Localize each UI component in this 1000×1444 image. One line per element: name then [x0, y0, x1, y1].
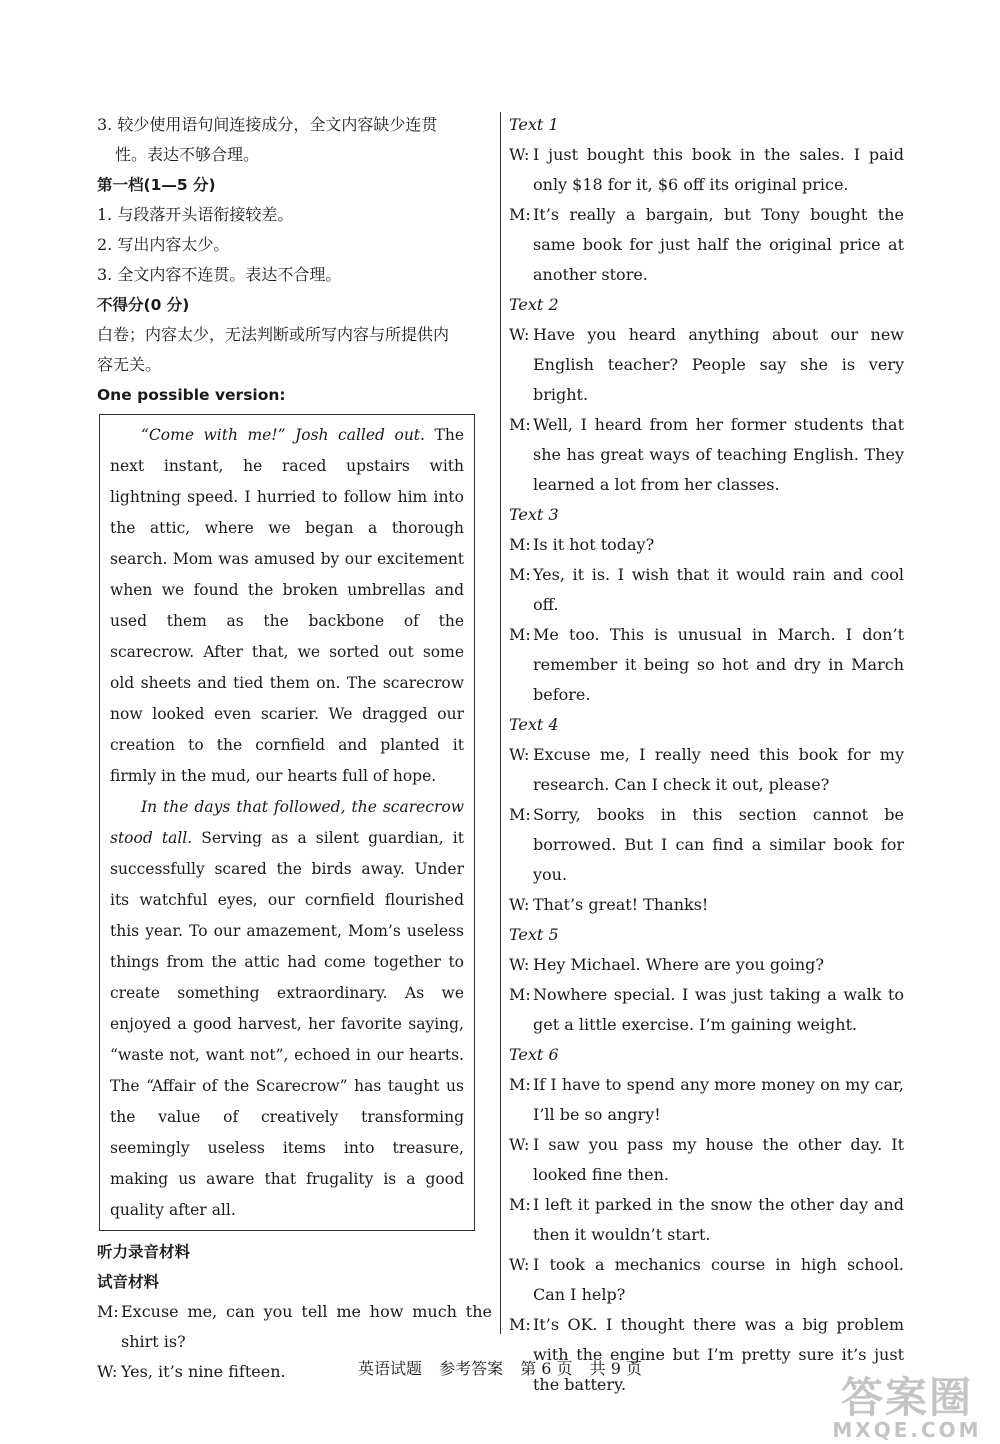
speaker-label: W:	[509, 1135, 530, 1154]
utterance: That’s great! Thanks!	[533, 895, 709, 914]
criteria-line: 3. 较少使用语句间连接成分，全文内容缺少连贯	[97, 115, 438, 134]
utterance: If I have to spend any more money on my car, I’ll be so angry!	[533, 1075, 904, 1124]
speaker-label: M:	[509, 535, 531, 554]
watermark-bottom: MXQE.COM	[832, 1418, 982, 1442]
dialogue-line	[509, 950, 904, 980]
speaker-label: M:	[509, 985, 531, 1004]
dialogue-line	[509, 410, 904, 500]
speaker-label: W:	[509, 1255, 530, 1274]
essay-body: Serving as a silent guardian, it successfully scared the birds away. Under its watchful eyes, our cornfield flourished this year. To our amazement, Mom’s useless things from the attic had come together to create something extraordinary. As we enjoyed a good harvest, her favorite saying, “waste not, want not”, echoed in our hearts. The “Affair of the Scarecrow” has taught us the value of creatively transforming seemingly useless items into treasure, making us aware that frugality is a good quality after all.	[110, 829, 464, 1219]
dialogue-line	[97, 1297, 492, 1357]
dialogue-line	[509, 1250, 904, 1310]
footer-page: 第 6 页	[520, 1359, 573, 1378]
utterance: I took a mechanics course in high school. Can I help?	[533, 1255, 904, 1304]
utterance: Hey Michael. Where are you going?	[533, 955, 824, 974]
dialogue-line	[509, 980, 904, 1040]
utterance: It’s really a bargain, but Tony bought the same book for just half the original price at another store.	[533, 205, 904, 284]
watermark-logo	[828, 1373, 986, 1442]
speaker-label: M:	[509, 625, 531, 644]
tier1-item: 1. 与段落开头语衔接较差。	[97, 205, 294, 224]
essay-paragraph	[110, 420, 464, 792]
speaker-label: W:	[509, 955, 530, 974]
zero-line: 容无关。	[97, 355, 162, 374]
dialogue-line	[509, 800, 904, 890]
speaker-label: M:	[97, 1302, 119, 1321]
utterance: Yes, it’s nine fifteen.	[121, 1362, 286, 1381]
speaker-label: W:	[509, 895, 530, 914]
essay-opening: In the days that followed, the scarecrow stood tall.	[110, 798, 464, 847]
dialogue-line	[509, 530, 904, 560]
utterance: Sorry, books in this section cannot be borrowed. But I can find a similar book for you.	[533, 805, 904, 884]
dialogue-line	[509, 620, 904, 710]
column-divider	[500, 112, 501, 1334]
footer-section: 参考答案	[439, 1359, 504, 1378]
tier1-heading: 第一档(1—5 分)	[97, 176, 216, 194]
right-column	[509, 110, 904, 1400]
text-title: Text 5	[509, 925, 559, 944]
utterance: Is it hot today?	[533, 535, 655, 554]
essay-opening: “Come with me!” Josh called out.	[141, 426, 425, 444]
speaker-label: W:	[509, 745, 530, 764]
text-title: Text 1	[509, 115, 559, 134]
text-title: Text 4	[509, 715, 559, 734]
dialogue-line	[509, 320, 904, 410]
utterance: Have you heard anything about our new English teacher? People say she is very bright.	[533, 325, 904, 404]
essay-body: The next instant, he raced upstairs with lightning speed. I hurried to follow him into the attic, where we began a thorough search. Mom was amused by our excitement when we found the broken umbrellas and used them as the backbone of the scarecrow. After that, we sorted out some old sheets and tied them on. The scarecrow now looked even scarier. We dragged our creation to the cornfield and planted it firmly in the mud, our hearts full of hope.	[110, 426, 464, 785]
version-heading: One possible version:	[97, 386, 286, 404]
speaker-label: M:	[509, 565, 531, 584]
utterance: I left it parked in the snow the other day and then it wouldn’t start.	[533, 1195, 904, 1244]
utterance: Nowhere special. I was just taking a walk to get a little exercise. I’m gaining weight.	[533, 985, 904, 1034]
utterance: Yes, it is. I wish that it would rain and cool off.	[533, 565, 904, 614]
essay-paragraph	[110, 792, 464, 1226]
text-title: Text 2	[509, 295, 559, 314]
speaker-label: M:	[509, 415, 531, 434]
dialogue-line	[509, 890, 904, 920]
watermark-top: 答案圈	[840, 1373, 973, 1422]
essay-box	[99, 414, 475, 1231]
utterance: Me too. This is unusual in March. I don’t remember it being so hot and dry in March before.	[533, 625, 904, 704]
utterance: Excuse me, can you tell me how much the shirt is?	[121, 1302, 492, 1351]
utterance: Well, I heard from her former students that she has great ways of teaching English. They learned a lot from her classes.	[533, 415, 904, 494]
utterance: I saw you pass my house the other day. It looked fine then.	[533, 1135, 904, 1184]
zero-heading: 不得分(0 分)	[97, 296, 190, 314]
left-column	[97, 110, 492, 1387]
tier1-item: 2. 写出内容太少。	[97, 235, 230, 254]
footer-total: 共 9 页	[589, 1359, 643, 1378]
dialogue-line	[509, 1130, 904, 1190]
speaker-label: M:	[509, 1075, 531, 1094]
criteria-line: 性。表达不够合理。	[115, 145, 260, 164]
utterance: It’s OK. I thought there was a big problem with the engine but I’m pretty sure it’s just the battery.	[533, 1315, 904, 1394]
speaker-label: W:	[97, 1362, 118, 1381]
dialogue-line	[509, 140, 904, 200]
dialogue-line	[509, 1190, 904, 1250]
speaker-label: M:	[509, 1315, 531, 1334]
zero-line: 白卷；内容太少，无法判断或所写内容与所提供内	[97, 325, 450, 344]
tier1-item: 3. 全文内容不连贯。表达不合理。	[97, 265, 342, 284]
listening-heading: 听力录音材料	[97, 1243, 191, 1261]
dialogue-line	[509, 560, 904, 620]
speaker-label: M:	[509, 805, 531, 824]
trial-heading: 试音材料	[97, 1273, 160, 1291]
speaker-label: M:	[509, 205, 531, 224]
speaker-label: W:	[509, 145, 530, 164]
text-title: Text 3	[509, 505, 559, 524]
text-title: Text 6	[509, 1045, 559, 1064]
speaker-label: M:	[509, 1195, 531, 1214]
utterance: I just bought this book in the sales. I paid only $18 for it, $6 off its original price.	[533, 145, 904, 194]
dialogue-line	[509, 1070, 904, 1130]
speaker-label: W:	[509, 325, 530, 344]
dialogue-line	[509, 200, 904, 290]
dialogue-line	[509, 740, 904, 800]
footer-subject: 英语试题	[357, 1359, 422, 1378]
utterance: Excuse me, I really need this book for my research. Can I check it out, please?	[533, 745, 904, 794]
